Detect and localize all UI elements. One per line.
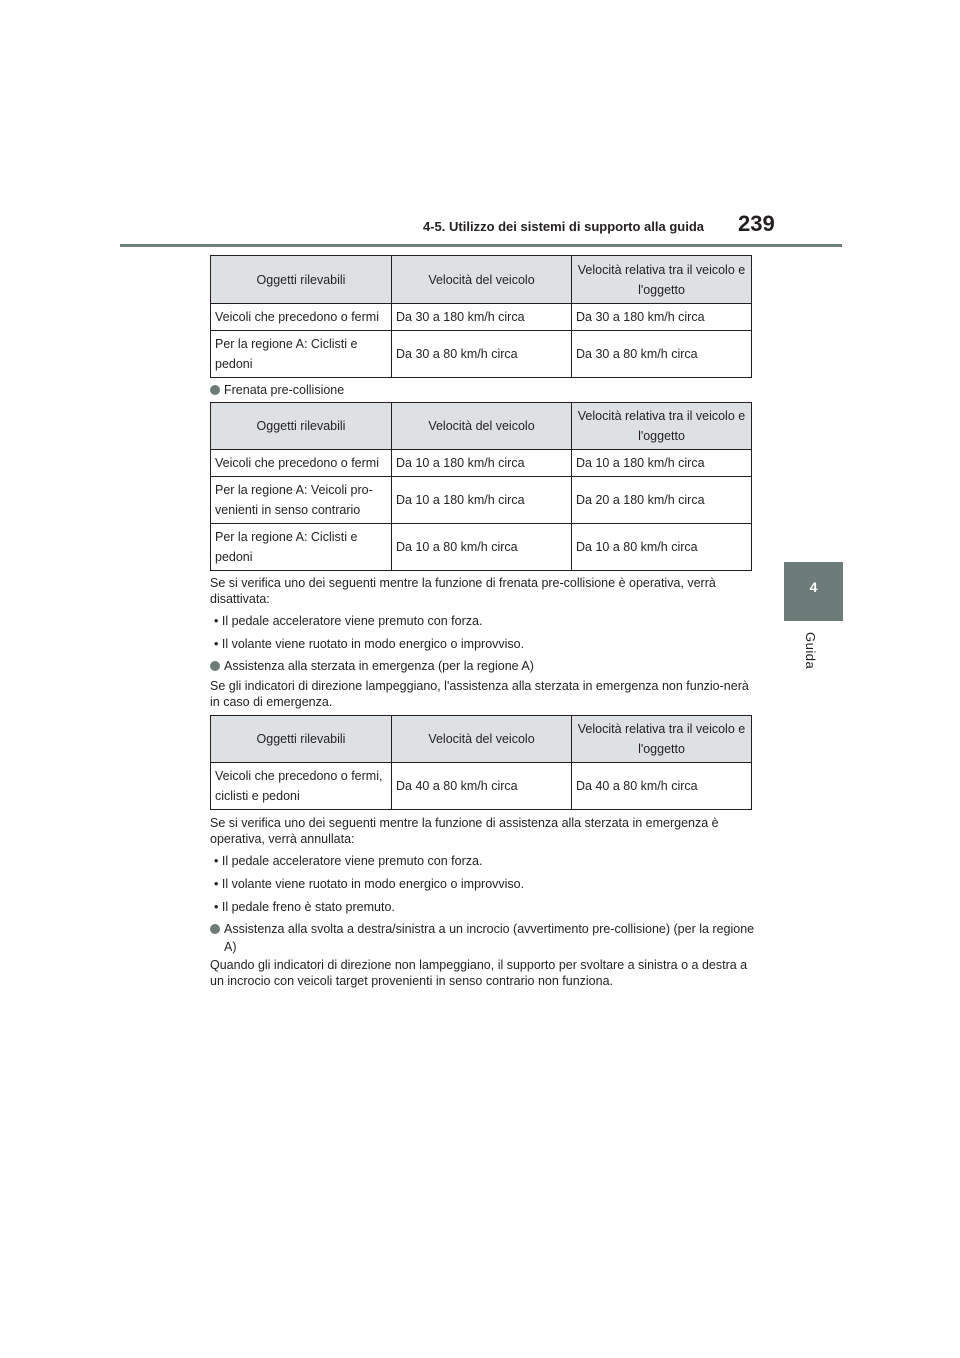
table-header-cell: Oggetti rilevabili — [211, 256, 392, 304]
table-cell: Da 40 a 80 km/h circa — [392, 763, 572, 810]
pcb-cancel-note: Se si verifica uno dei seguenti mentre la funzione di frenata pre-collisione è operativa, verrà disattivata: — [210, 576, 716, 606]
table-row — [211, 524, 752, 571]
table-cell: Veicoli che precedono o fermi, ciclisti e pedoni — [211, 763, 392, 810]
table-cell: Per la regione A: Ciclisti e pedoni — [211, 524, 392, 571]
detection-table-pcb — [210, 402, 752, 571]
table-cell: Da 30 a 80 km/h circa — [392, 331, 572, 378]
list-item: • Il volante viene ruotato in modo energico o improvviso. — [214, 637, 525, 651]
chapter-tab[interactable] — [784, 562, 843, 621]
list-item: • Il pedale acceleratore viene premuto con forza. — [214, 614, 483, 628]
table-header-cell: Velocità del veicolo — [392, 716, 572, 763]
table-row — [211, 477, 752, 524]
list-item: • Il volante viene ruotato in modo energico o improvviso. — [214, 877, 525, 891]
header-divider — [120, 244, 842, 247]
table-cell: Da 10 a 180 km/h circa — [392, 477, 572, 524]
table-header-cell: Velocità del veicolo — [392, 256, 572, 304]
table-cell: Per la regione A: Ciclisti e pedoni — [211, 331, 392, 378]
list-item: • Il pedale freno è stato premuto. — [214, 900, 395, 914]
turn-assist-text: Quando gli indicatori di direzione non lampeggiano, il supporto per svoltare a sinistra o a destra a un incrocio con veicoli target provenienti in senso contrario non funziona. — [210, 958, 748, 988]
table-header-cell: Velocità relativa tra il veicolo e l'oggetto — [572, 256, 752, 304]
table-cell: Da 20 a 180 km/h circa — [572, 477, 752, 524]
table-cell: Da 30 a 180 km/h circa — [392, 304, 572, 331]
chapter-number: 4 — [809, 579, 818, 595]
chapter-label: Guida — [803, 632, 818, 670]
table-row — [211, 450, 752, 477]
table-cell: Da 10 a 180 km/h circa — [572, 450, 752, 477]
bullet-icon — [210, 661, 220, 671]
table-cell: Per la regione A: Veicoli pro-venienti in senso contrario — [211, 477, 392, 524]
table-header-cell: Velocità relativa tra il veicolo e l'oggetto — [572, 716, 752, 763]
table-header-cell: Velocità del veicolo — [392, 403, 572, 450]
table-cell: Da 30 a 180 km/h circa — [572, 304, 752, 331]
table-cell: Da 10 a 80 km/h circa — [572, 524, 752, 571]
section-heading-turn: Assistenza alla svolta a destra/sinistra a un incrocio (avvertimento pre-collisione) (per la regione A) — [210, 920, 764, 956]
table-cell: Da 40 a 80 km/h circa — [572, 763, 752, 810]
table-cell: Veicoli che precedono o fermi — [211, 450, 392, 477]
table-row — [211, 763, 752, 810]
table-row — [211, 304, 752, 331]
bullet-icon — [210, 385, 220, 395]
detection-table-1 — [210, 255, 752, 378]
detection-table-esa — [210, 715, 752, 810]
table-header-cell: Velocità relativa tra il veicolo e l'oggetto — [572, 403, 752, 450]
esa-cancel-note: Se si verifica uno dei seguenti mentre la funzione di assistenza alla sterzata in emergenza è operativa, verrà annullata: — [210, 816, 719, 846]
running-header-title: 4-5. Utilizzo dei sistemi di supporto alla guida — [423, 219, 704, 234]
bullet-icon — [210, 924, 220, 934]
page-number: 239 — [738, 211, 775, 236]
list-item: • Il pedale acceleratore viene premuto con forza. — [214, 854, 483, 868]
table-cell: Da 10 a 80 km/h circa — [392, 524, 572, 571]
esa-intro: Se gli indicatori di direzione lampeggiano, l'assistenza alla sterzata in emergenza non funzio-nerà in caso di emergenza. — [210, 679, 749, 709]
table-header-cell: Oggetti rilevabili — [211, 403, 392, 450]
table-cell: Da 30 a 80 km/h circa — [572, 331, 752, 378]
table-cell: Da 10 a 180 km/h circa — [392, 450, 572, 477]
table-cell: Veicoli che precedono o fermi — [211, 304, 392, 331]
table-header-cell: Oggetti rilevabili — [211, 716, 392, 763]
table-row — [211, 331, 752, 378]
section-heading-pcb: Frenata pre-collisione — [210, 381, 750, 399]
section-heading-esa: Assistenza alla sterzata in emergenza (per la regione A) — [210, 657, 750, 675]
